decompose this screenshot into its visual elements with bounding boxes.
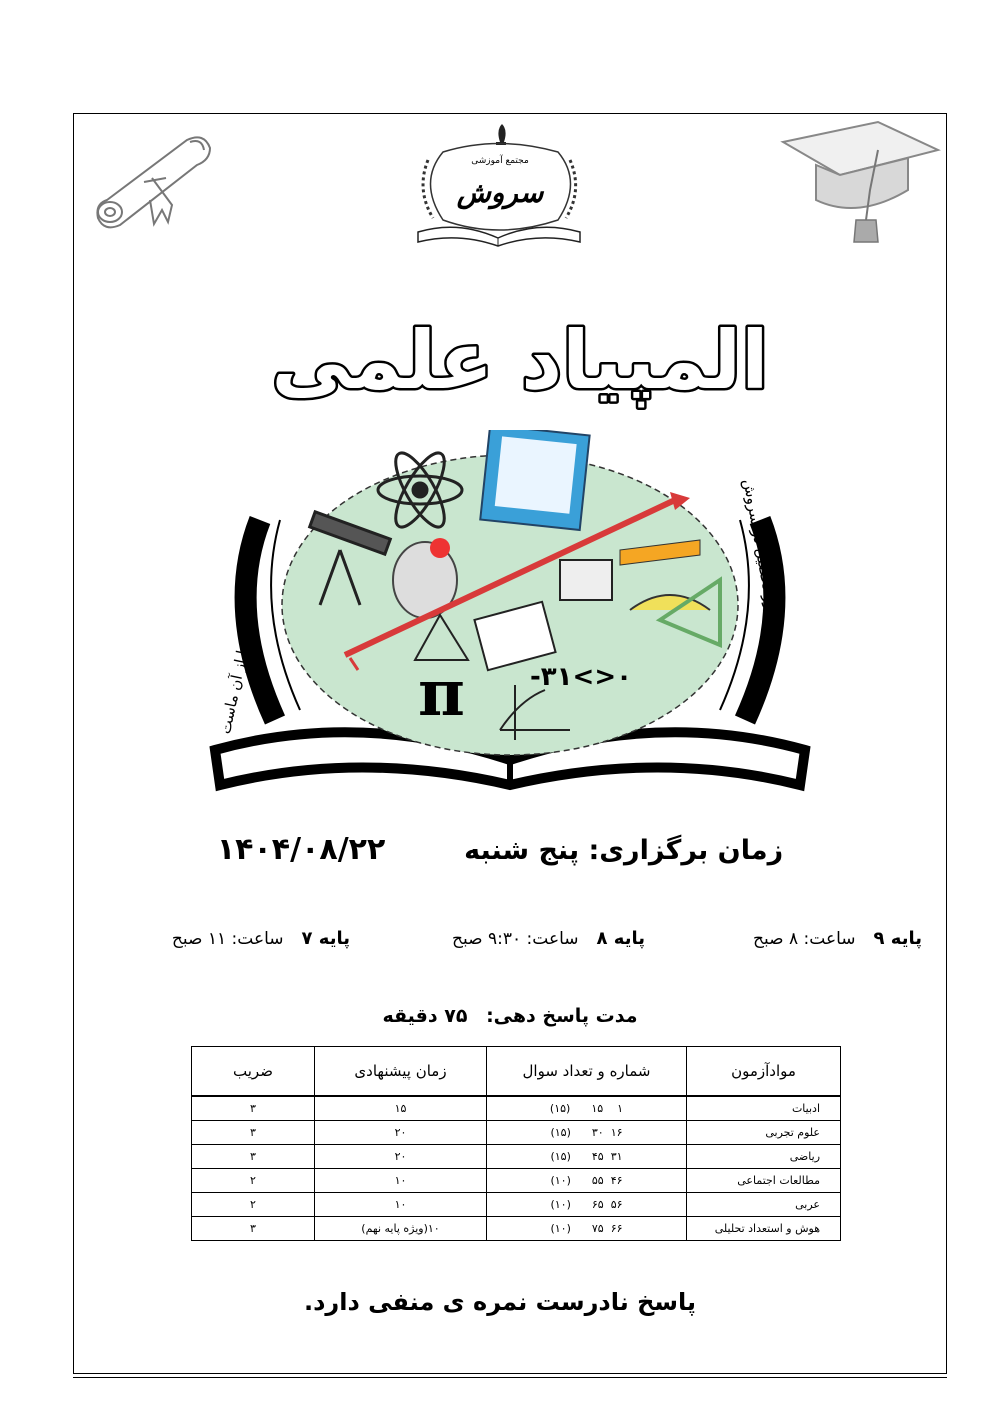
grade-8-line	[452, 928, 645, 949]
questions-cell: (۱۰) ۵۵ ۴۶	[487, 1169, 687, 1193]
schedule-date: ۱۴۰۴/۰۸/۲۲	[216, 832, 386, 867]
schedule-line	[150, 832, 850, 867]
questions-cell: (۱۰) ۷۵ ۶۶	[487, 1217, 687, 1241]
schedule-label: زمان برگزاری:	[588, 835, 784, 866]
schedule-day: پنج شنبه	[464, 835, 580, 866]
emblem-right-arc-text: امروز تحصیل در سروش	[739, 477, 784, 631]
header-time: زمان پیشنهادی	[315, 1047, 487, 1097]
time-cell: ۱۰	[315, 1169, 487, 1193]
subject-cell: هوش و استعداد تحلیلی	[687, 1217, 841, 1241]
grade-time: ساعت: ۱۱ صبح	[171, 929, 284, 949]
page-title	[250, 300, 790, 420]
grade-label: پایه ۹	[873, 928, 922, 949]
coefficient-cell: ۳	[192, 1096, 315, 1121]
time-cell: ۱۰	[315, 1193, 487, 1217]
time-cell: ۱۰(ویژه پایه نهم)	[315, 1217, 487, 1241]
subjects-table	[191, 1046, 841, 1241]
time-cell: ۱۵	[315, 1096, 487, 1121]
science-emblem	[200, 430, 820, 795]
questions-cell: (۱۰) ۶۵ ۵۶	[487, 1193, 687, 1217]
grade-label: پایه ۷	[301, 928, 350, 949]
subject-cell: ادبیات	[687, 1096, 841, 1121]
questions-cell: (۱۵) ۳۰ ۱۶	[487, 1121, 687, 1145]
coefficient-cell: ۲	[192, 1169, 315, 1193]
school-logo	[408, 120, 588, 250]
school-name-line: مجتمع آموزشی	[471, 156, 529, 166]
table-row	[192, 1121, 841, 1145]
emblem-left-arc-text: فردا از آن ماست	[216, 627, 256, 736]
table-row	[192, 1096, 841, 1121]
grade-time: ساعت: ۹:۳۰ صبح	[452, 929, 579, 949]
table-row	[192, 1169, 841, 1193]
header-questions: شماره و تعداد سوال	[487, 1047, 687, 1097]
time-cell: ۲۰	[315, 1121, 487, 1145]
duration-line	[300, 1005, 720, 1027]
time-cell: ۲۰	[315, 1145, 487, 1169]
header-subject: موادآزمون	[687, 1047, 841, 1097]
table-header-row	[192, 1047, 841, 1097]
table-row	[192, 1217, 841, 1241]
questions-cell: (۱۵) ۱۵ ۱	[487, 1096, 687, 1121]
questions-cell: (۱۵) ۴۵ ۳۱	[487, 1145, 687, 1169]
coefficient-cell: ۳	[192, 1217, 315, 1241]
coefficient-cell: ۲	[192, 1193, 315, 1217]
diploma-scroll-icon	[92, 130, 217, 235]
school-brand: سروش	[456, 176, 544, 209]
subject-cell: عربی	[687, 1193, 841, 1217]
pi-symbol: π	[418, 656, 465, 731]
math-characters: -۳۱<>۰	[530, 662, 632, 692]
subject-cell: علوم تجربی	[687, 1121, 841, 1145]
table-row	[192, 1145, 841, 1169]
grade-time: ساعت: ۸ صبح	[753, 929, 856, 949]
table-row	[192, 1193, 841, 1217]
bottom-rule	[73, 1377, 947, 1378]
grade-7-line	[172, 928, 350, 949]
subject-cell: ریاضی	[687, 1145, 841, 1169]
graduation-cap-icon	[778, 120, 943, 250]
calculator-icon	[560, 560, 612, 600]
page-title-text: المپیاد علمی	[271, 314, 769, 407]
header-coefficient: ضریب	[192, 1047, 315, 1097]
grade-9-line	[753, 928, 922, 949]
duration-label: مدت پاسخ دهی:	[486, 1005, 638, 1027]
coefficient-cell: ۳	[192, 1121, 315, 1145]
subject-cell: مطالعات اجتماعی	[687, 1169, 841, 1193]
negative-marking-note: پاسخ نادرست نمره ی منفی دارد.	[303, 1288, 697, 1316]
coefficient-cell: ۳	[192, 1145, 315, 1169]
duration-value: ۷۵ دقیقه	[382, 1005, 468, 1027]
grade-label: پایه ۸	[596, 928, 645, 949]
